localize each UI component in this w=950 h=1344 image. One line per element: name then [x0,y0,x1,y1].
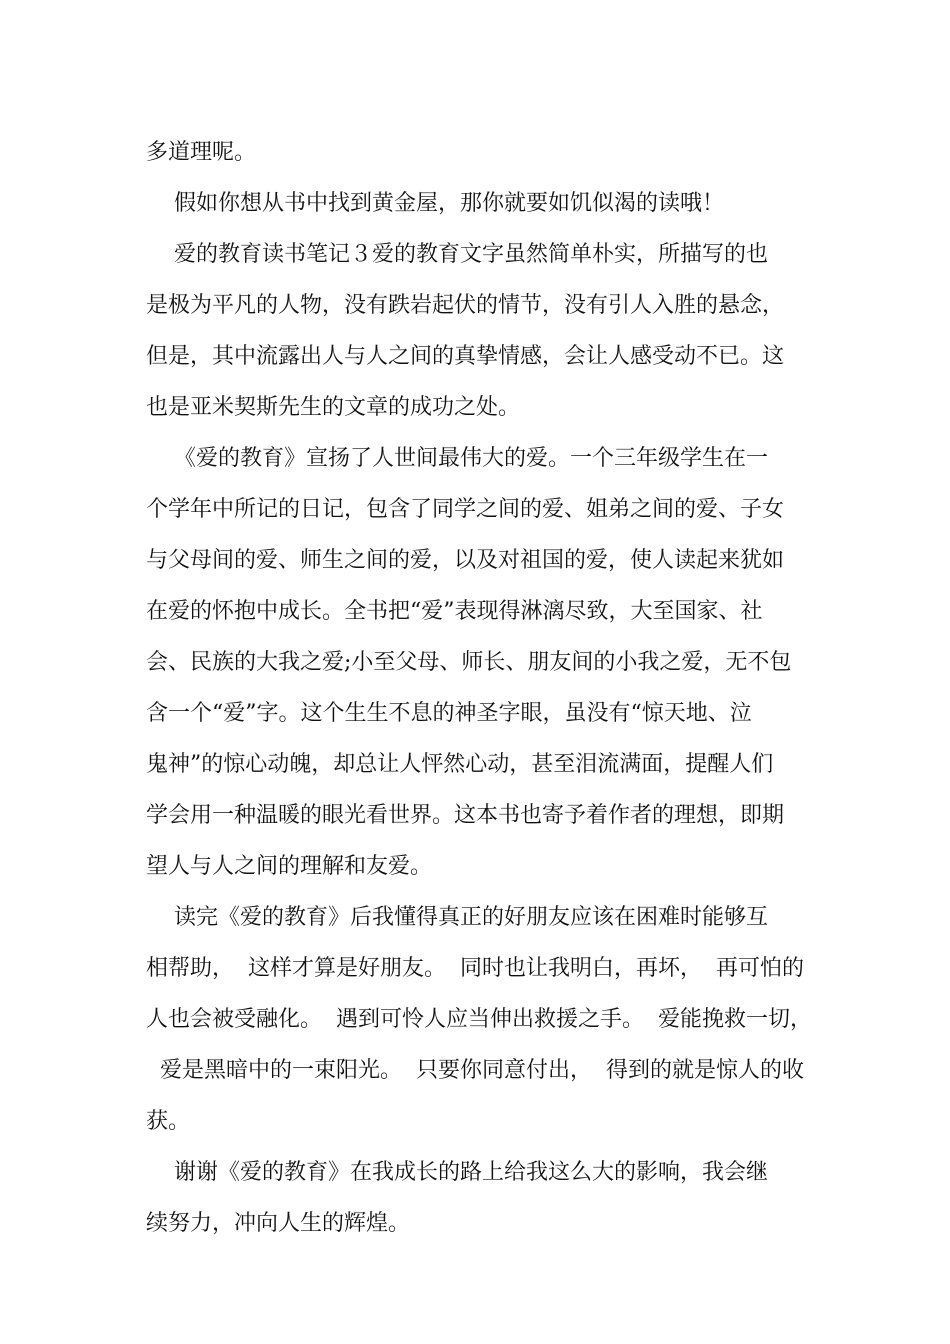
text-line: 与父母间的爱、师生之间的爱，以及对祖国的爱，使人读起来犹如 [146,548,785,573]
text-line: 但是，其中流露出人与人之间的真挚情感，会让人感受动不已。这 [146,344,785,369]
text-line: 假如你想从书中找到黄金屋，那你就要如饥似渴的读哦！ [146,191,724,216]
text-line: 相帮助， 这样才算是好朋友。 同时也让我明白，再坏， 再可怕的 [146,956,804,981]
text-line: 人也会被受融化。 遇到可怜人应当伸出救援之手。 爱能挽救一切， [146,1007,812,1032]
text-line: 多道理呢。 [146,140,257,165]
text-line: 在爱的怀抱中成长。全书把“爱”表现得淋漓尽致，大至国家、社 [146,599,763,624]
text-line: 是极为平凡的人物，没有跌岩起伏的情节，没有引人入胜的悬念， [146,293,785,318]
text-line: 鬼神”的惊心动魄，却总让人怦然心动，甚至泪流满面，提醒人们 [146,752,774,777]
text-line: 会、民族的大我之爱;小至父母、师长、朋友间的小我之爱，无不包 [146,650,792,675]
text-line: 含一个“爱”字。这个生生不息的神圣字眼，虽没有“惊天地、泣 [146,701,752,726]
text-line: 获。 [146,1109,191,1134]
document-body [146,127,814,1249]
text-line: 望人与人之间的理解和友爱。 [146,854,433,879]
text-line: 谢谢《爱的教育》在我成长的路上给我这么大的影响，我会继 [146,1160,768,1185]
text-line: 爱是黑暗中的一束阳光。 只要你同意付出， 得到的就是惊人的收 [146,1058,804,1083]
text-line: 也是亚米契斯先生的文章的成功之处。 [146,395,521,420]
text-line: 爱的教育读书笔记３爱的教育文字虽然简单朴实，所描写的也 [146,242,768,267]
text-line: 读完《爱的教育》后我懂得真正的好朋友应该在困难时能够互 [146,905,768,930]
text-line: 学会用一种温暖的眼光看世界。这本书也寄予着作者的理想，即期 [146,803,785,828]
text-line: 个学年中所记的日记，包含了同学之间的爱、姐弟之间的爱、子女 [146,497,785,522]
text-line: 《爱的教育》宣扬了人世间最伟大的爱。一个三年级学生在一 [146,446,768,471]
text-line: 续努力，冲向人生的辉煌。 [146,1211,411,1236]
